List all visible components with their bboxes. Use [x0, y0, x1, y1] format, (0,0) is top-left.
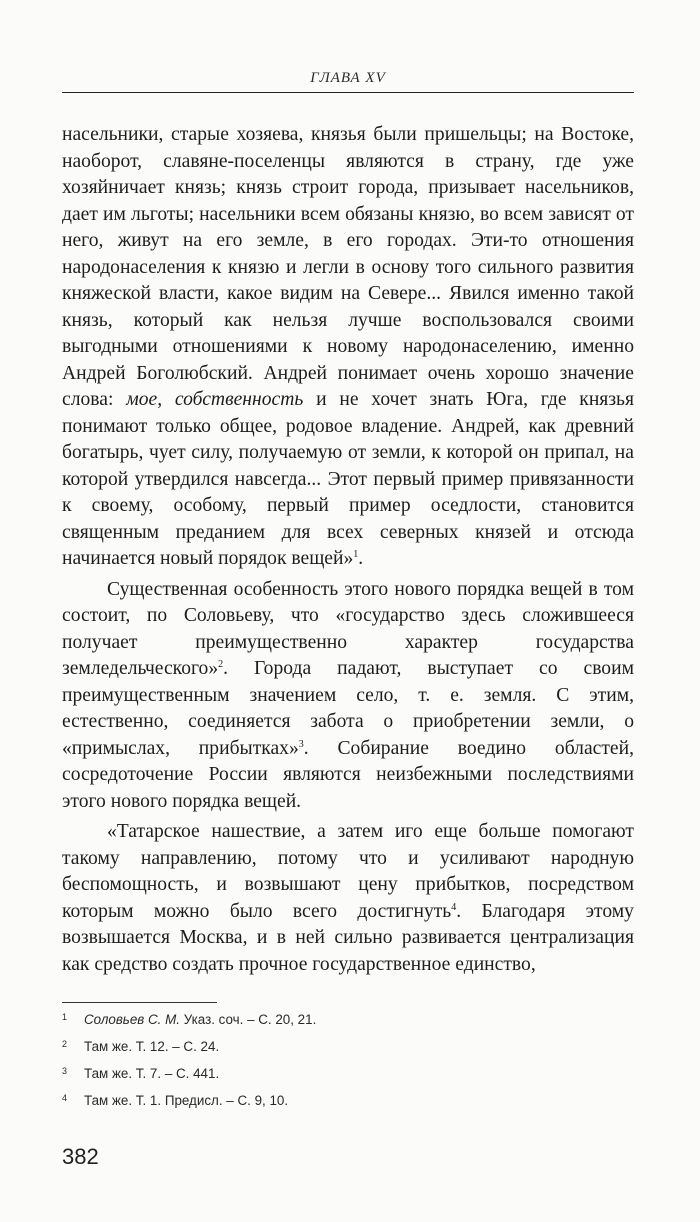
paragraph — [62, 819, 634, 978]
footnote-ref: 1 — [353, 549, 359, 560]
footnote-text — [84, 1010, 316, 1037]
footnote — [62, 1091, 634, 1118]
footnote — [62, 1037, 634, 1064]
text-run: и не хочет знать Юга, где князья понимают только общее, родовое владение. Андрей, как древний богатырь, чует силу, получаемую от земли, к которой он припал, на которой утвердился навсегда... Этот первый пример привязанности к своему, особому, первый пример оседлости, становится священным преданием для всех северных князей и отсюда начинается новый порядок вещей» — [62, 389, 635, 569]
footnote-text — [84, 1091, 288, 1118]
footnote-text — [84, 1064, 219, 1091]
paragraph — [62, 577, 634, 816]
body-text — [62, 122, 634, 978]
italic-term: мое, собственность — [126, 389, 304, 410]
footnote — [62, 1010, 634, 1037]
footnote-citation: Указ. соч. – С. 20, 21. — [180, 1012, 317, 1027]
footnote-ref: 4 — [451, 901, 457, 913]
footnote-number: 1 — [62, 1012, 68, 1022]
page-number: 382 — [62, 1144, 99, 1169]
text-run: . — [358, 548, 364, 569]
footnote-number: 4 — [62, 1093, 68, 1103]
text-run: . Собирание воедино областей, сосредоточение России являются неизбежными последствиями этого нового порядка вещей. — [62, 737, 634, 812]
footnotes — [62, 1010, 634, 1118]
footnote-author: Соловьев С. М. — [84, 1012, 180, 1027]
footnote-number: 3 — [62, 1066, 68, 1076]
paragraph — [62, 122, 634, 573]
text-run: . Города падают, выступает со своим преимущественным значением село, т. е. земля. С этим, естественно, соединяется забота о приобретении земли, о «примыслах, прибытках» — [62, 658, 634, 759]
text-run: Существенная особенность этого нового порядка вещей в том состоит, по Соловьеву, что «государство здесь сложившееся получает преимущественно характер государства земледельческого» — [62, 578, 634, 679]
footnote-ref: 3 — [298, 738, 304, 750]
text-run: . Благодаря этому возвышается Москва, и в ней сильно развивается централизация как средство создать прочное государственное единство, — [62, 900, 634, 975]
footnote-citation: Там же. Т. 1. Предисл. – С. 9, 10. — [84, 1093, 289, 1108]
footnote-citation: Там же. Т. 12. – С. 24. — [84, 1039, 220, 1054]
footnote-text — [84, 1037, 219, 1064]
header-divider — [62, 92, 634, 93]
running-head: ГЛАВА XV — [310, 70, 386, 86]
text-run: «Татарское нашествие, а затем иго еще больше помогают такому направлению, потому что и усиливают народную беспомощность, и возвышают цену прибытков, посредством которым можно было всего достигнуть — [62, 821, 634, 922]
footnote-number: 2 — [62, 1039, 68, 1049]
text-run: насельники, старые хозяева, князья были пришельцы; на Востоке, наоборот, славяне-поселенцы являются в страну, где уже хозяйничает князь; князь строит города, призывает насельников, дает им льготы; насельники всем обязаны князю, во всем зависят от него, живут на его земле, в его городах. Эти-то отношения народонаселения к князю и легли в основу того сильного развития княжеской власти, какое видим на Севере... Явился именно такой князь, который как нельзя лучше воспользовался своими выгодными отношениями к новому народонаселению, именно Андрей Боголюбский. Андрей понимает очень хорошо значение слова: — [62, 124, 634, 410]
footnote-ref: 2 — [218, 659, 224, 670]
footnote — [62, 1064, 634, 1091]
footnote-citation: Там же. Т. 7. – С. 441. — [84, 1066, 220, 1081]
footnote-divider — [62, 1002, 217, 1003]
